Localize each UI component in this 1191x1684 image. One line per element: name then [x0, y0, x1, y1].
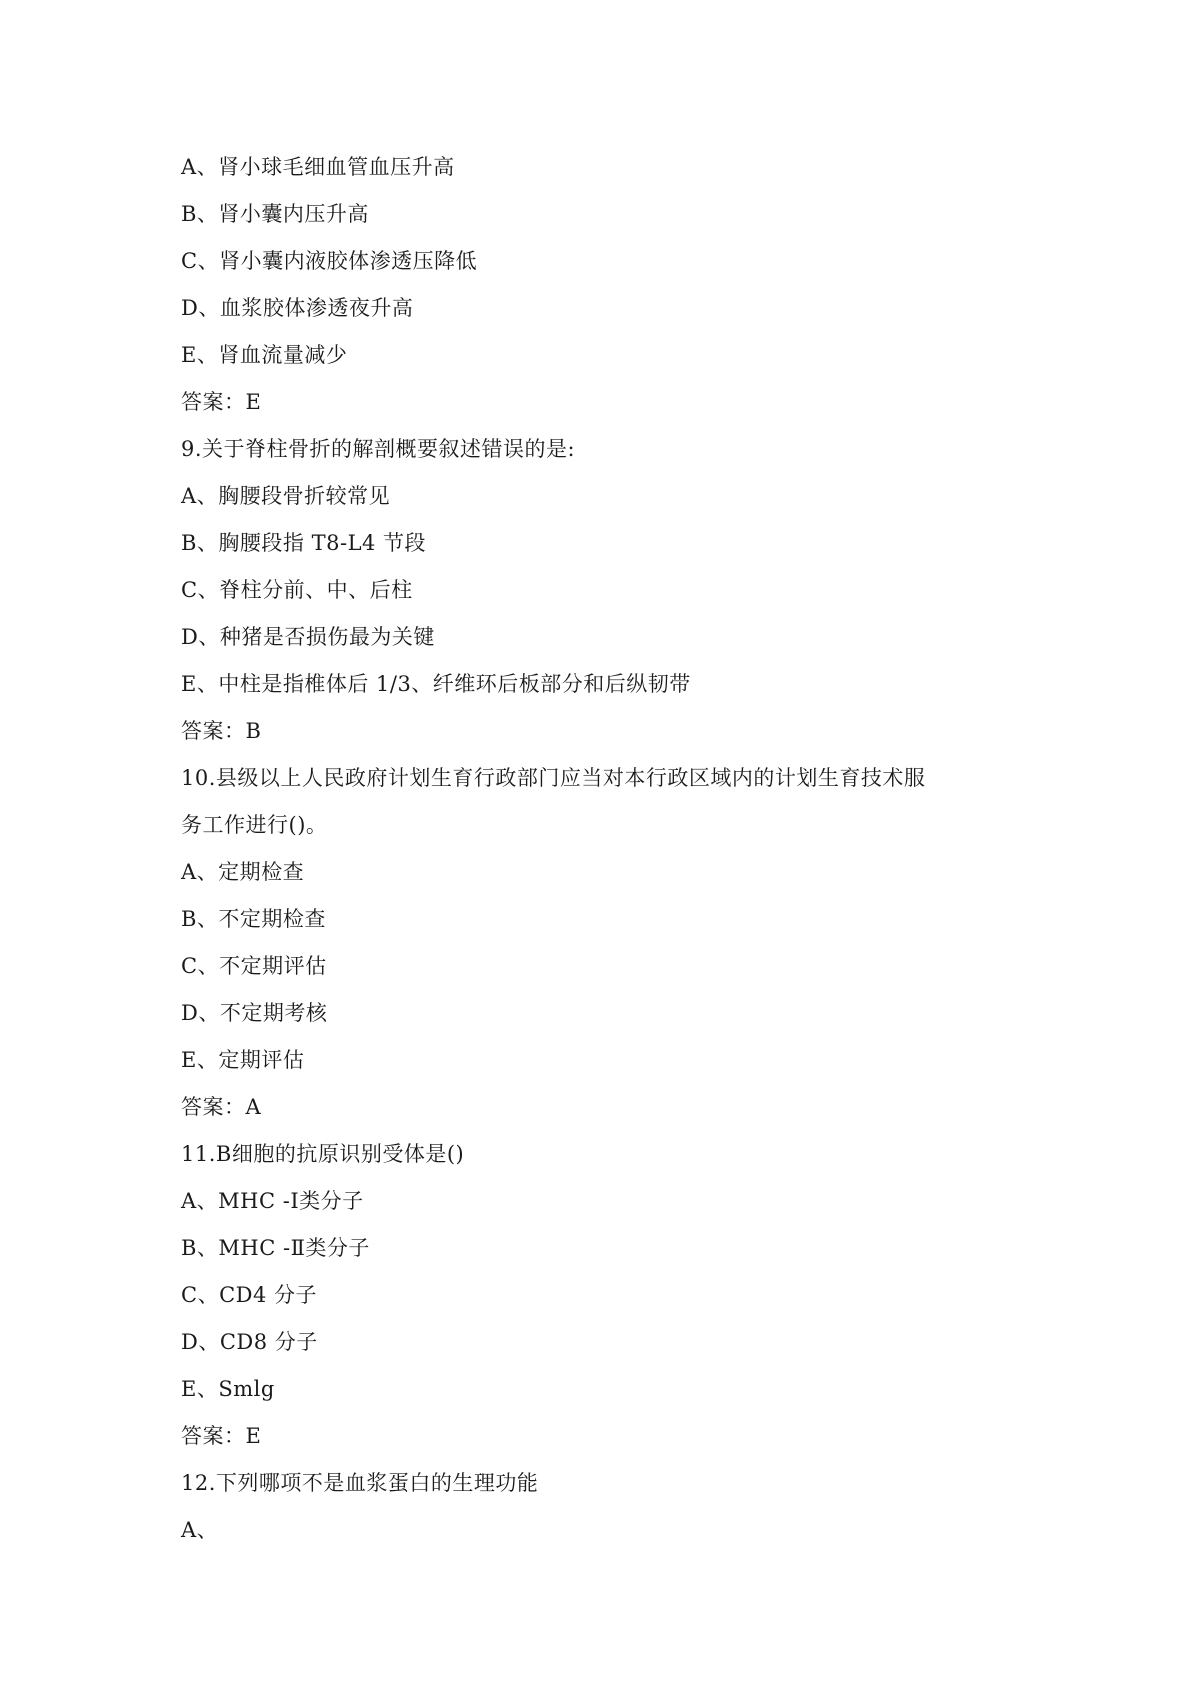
q9-answer: 答案：B: [181, 719, 262, 743]
q10-question-line2: 务工作进行()。: [181, 813, 328, 837]
q11-option-e: E、Smlg: [181, 1377, 275, 1401]
q9-option-a: A、胸腰段骨折较常见: [181, 484, 391, 508]
q9-option-e: E、中柱是指椎体后 1/3、纤维环后板部分和后纵韧带: [181, 672, 691, 696]
q8-option-d: D、血浆胶体渗透夜升高: [181, 296, 414, 320]
q8-option-b: B、肾小囊内压升高: [181, 202, 369, 226]
q8-option-a: A、肾小球毛细血管血压升高: [181, 155, 455, 179]
q9-question: 9.关于脊柱骨折的解剖概要叙述错误的是:: [181, 437, 576, 461]
q11-option-b: B、MHC -Ⅱ类分子: [181, 1236, 370, 1260]
q9-option-d: D、种猪是否损伤最为关键: [181, 625, 435, 649]
q10-option-a: A、定期检查: [181, 860, 305, 884]
q11-question: 11.B细胞的抗原识别受体是(): [181, 1142, 465, 1166]
q8-option-c: C、肾小囊内液胶体渗透压降低: [181, 249, 478, 273]
q12-option-a: A、: [181, 1518, 219, 1542]
q9-option-b: B、胸腰段指 T8-L4 节段: [181, 531, 427, 555]
q11-option-c: C、CD4 分子: [181, 1283, 318, 1307]
q10-option-c: C、不定期评估: [181, 954, 327, 978]
q11-answer: 答案：E: [181, 1424, 262, 1448]
q8-option-e: E、肾血流量减少: [181, 343, 348, 367]
q10-option-d: D、不定期考核: [181, 1001, 328, 1025]
q8-answer: 答案：E: [181, 390, 262, 414]
q11-option-a: A、MHC -Ⅰ类分子: [181, 1189, 364, 1213]
q11-option-d: D、CD8 分子: [181, 1330, 318, 1354]
q10-option-e: E、定期评估: [181, 1048, 305, 1072]
q10-option-b: B、不定期检查: [181, 907, 326, 931]
q9-option-c: C、脊柱分前、中、后柱: [181, 578, 413, 602]
q10-question-line1: 10.县级以上人民政府计划生育行政部门应当对本行政区域内的计划生育技术服: [181, 766, 926, 790]
q10-answer: 答案：A: [181, 1095, 262, 1119]
q12-question: 12.下列哪项不是血浆蛋白的生理功能: [181, 1471, 539, 1495]
